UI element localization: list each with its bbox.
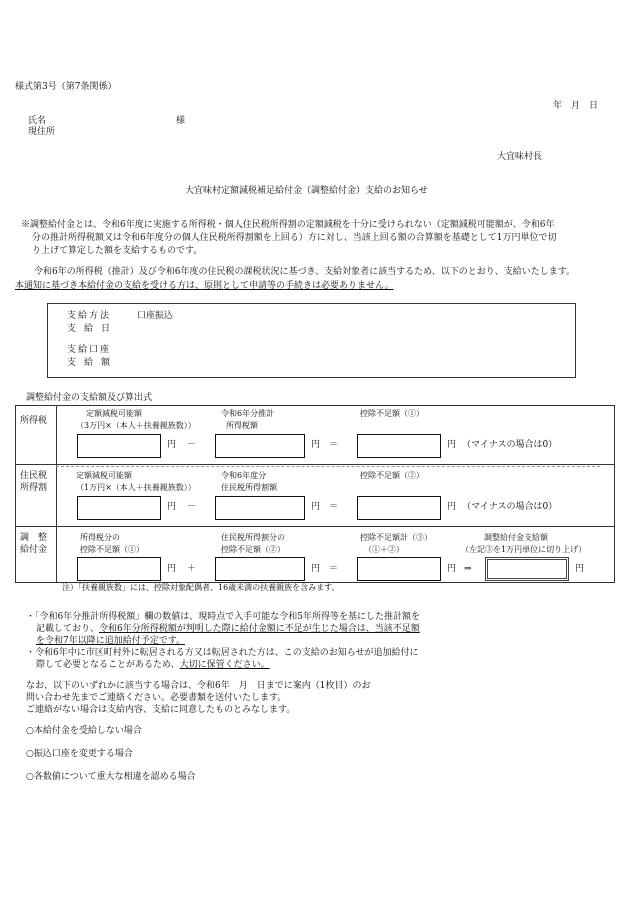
form-number: 様式第3号（第7条関係） <box>15 82 117 92</box>
yen-unit: 円 <box>575 564 585 574</box>
note-line-1: ※調整給付金とは、令和6年度に実施する所得税・個人住民税所得割の定額減税を十分に受けられない（定額減税可能額が、令和6年 <box>21 220 555 230</box>
resident-income-tax-input[interactable] <box>215 496 305 520</box>
payment-amount-label: 支給額 <box>67 358 119 368</box>
income-tax-c-caption: 控除不足額（①） <box>360 409 424 418</box>
income-tax-a-caption-1: 定額減税可能額 <box>86 409 142 418</box>
payment-date-label: 支給日 <box>67 324 119 334</box>
closing-line-2: 問い合わせ先までご連絡ください。必要書類を送付いたします。 <box>26 693 287 703</box>
option-discrepancy: ○各数値について重大な相違を認める場合 <box>26 772 196 782</box>
address-label: 現住所 <box>28 127 56 137</box>
adjustment-c-caption-2: （①＋②） <box>364 545 404 554</box>
dashed-separator <box>56 466 600 467</box>
negative-note: （マイナスの場合は0） <box>462 440 558 450</box>
calc-section-title: 調整給付金の支給額及び算出式 <box>26 393 153 403</box>
date-field: 年 月 日 <box>553 101 599 111</box>
income-tax-b-caption-1: 令和6年分推計 <box>221 409 275 418</box>
option-decline: ○本給付金を受給しない場合 <box>26 726 142 736</box>
plus-sign: ＋ <box>187 564 197 574</box>
bullet-1-text: 記載しており、 <box>36 624 100 634</box>
adjustment-b-caption-1: 住民税所得割分の <box>221 533 285 542</box>
bullet-2-text: 際して必要となることがあるため、 <box>36 660 180 670</box>
minus-sign: － <box>187 502 197 512</box>
row-divider-2 <box>15 526 615 527</box>
bullet-2-line-1: ・令和6年中に市区町村外に転居される方又は転居された方は、この支給のお知らせが追加給付に <box>26 648 419 658</box>
resident-tax-a-caption-1: 定額減税可能額 <box>76 471 132 480</box>
resident-tax-label-2: 所得割 <box>20 483 48 493</box>
adjustment-b-caption-2: 控除不足額（②） <box>221 545 285 554</box>
income-tax-deductible-input[interactable] <box>77 434 161 458</box>
intro-paragraph-2: 本通知に基づき本給付金の支給を受ける方は、原則として申請等の手続きは必要ありません。 <box>15 281 394 291</box>
yen-unit: 円 <box>311 564 321 574</box>
total-shortfall-input[interactable] <box>357 557 441 581</box>
bullet-1-underlined: 令和6年分所得税額が判明した際に給付金額に不足が生じた場合は、当該不足額 <box>99 624 420 634</box>
income-tax-label: 所得税 <box>20 416 48 426</box>
option-change-account: ○振込口座を変更する場合 <box>26 749 133 759</box>
payment-info-box <box>47 303 576 378</box>
yen-unit: 円 <box>447 502 457 512</box>
income-tax-a-caption-2: （3万円×（本人＋扶養親族数）） <box>76 421 196 430</box>
yen-unit: 円 <box>447 440 457 450</box>
name-label: 氏名 <box>28 116 47 126</box>
estimated-income-tax-input[interactable] <box>215 434 305 458</box>
adjustment-a-caption-2: 控除不足額（①） <box>80 545 144 554</box>
yen-unit: 円 <box>167 564 177 574</box>
payment-method-value: 口座振込 <box>137 311 174 321</box>
equals-sign: ＝ <box>329 564 339 574</box>
adjustment-c-caption-1: 控除不足額計（③） <box>360 533 432 542</box>
minus-sign: － <box>187 440 197 450</box>
intro-paragraph-1: 令和6年の所得税（推計）及び令和6年度の住民税の課税状況に基づき、支給対象者に該当するため、以下のとおり、支給いたします。 <box>34 267 576 277</box>
document-title: 大宜味村定額減税補足給付金（調整給付金）支給のお知らせ <box>185 186 428 196</box>
resident-tax-label-1: 住民税 <box>20 471 48 481</box>
payment-amount-input[interactable] <box>485 557 569 581</box>
equals-sign: ＝ <box>329 502 339 512</box>
closing-line-3: ご連絡がない場合は支給内容、支給に同意したものとみなします。 <box>26 705 296 715</box>
resident-tax-b-caption-2: 住民税所得割額 <box>221 483 277 492</box>
bullet-2-underlined: 大切に保管ください。 <box>179 660 270 670</box>
income-tax-shortfall-input[interactable] <box>357 434 441 458</box>
honorific: 様 <box>176 116 186 126</box>
payment-method-label: 支給方法 <box>67 311 112 321</box>
yen-unit: 円 <box>311 440 321 450</box>
resident-tax-shortfall-input[interactable] <box>357 496 441 520</box>
note-line-2: 分の推計所得税額又は令和6年度分の個人住民税所得割額を上回る）方に対し、当該上回る額の合算額を基礎として1万円単位で切 <box>32 233 557 243</box>
adjustment-a-caption-1: 所得税分の <box>80 533 120 542</box>
closing-line-1: なお、以下のいずれかに該当する場合は、令和6年 月 日までに案内（1枚目）のお <box>26 681 371 691</box>
bullet-2-line-2 <box>36 660 270 671</box>
bullet-1-line-1: ・「令和6年分推計所得税額」欄の数値は、現時点で入手可能な令和5年所得等を基にした推計額を <box>26 612 420 622</box>
adjustment-label-2: 給付金 <box>20 545 48 555</box>
adjustment-d-caption-1: 調整給付金支給額 <box>484 533 548 542</box>
calc-label-divider <box>56 405 57 583</box>
adjustment-d-caption-2: （左記③を1万円単位に切り上げ） <box>461 545 587 554</box>
adjustment-income-shortfall-input[interactable] <box>77 557 161 581</box>
resident-tax-b-caption-1: 令和6年度分 <box>221 471 267 480</box>
row-divider-1 <box>15 464 615 465</box>
resident-tax-a-caption-2: （1万円×（本人＋扶養親族数）） <box>76 483 196 492</box>
bullet-1-line-2 <box>36 624 420 635</box>
yen-unit: 円 <box>311 502 321 512</box>
adjustment-label-1: 調 整 <box>20 533 48 543</box>
yen-unit: 円 <box>167 502 177 512</box>
note-line-3: り上げて算定した額を支給するものです。 <box>32 246 203 256</box>
payment-account-label: 支給口座 <box>67 345 112 355</box>
bullet-1-line-3: を令和7年以降に追加給付予定です。 <box>36 636 186 646</box>
resident-tax-deductible-input[interactable] <box>77 496 161 520</box>
yen-unit: 円 <box>167 440 177 450</box>
resident-tax-c-caption: 控除不足額（②） <box>360 471 424 480</box>
adjustment-resident-shortfall-input[interactable] <box>215 557 305 581</box>
issuer-name: 大宜味村長 <box>497 152 543 162</box>
income-tax-b-caption-2: 所得税額 <box>226 421 258 430</box>
arrow-icon: ⇒ <box>464 564 472 574</box>
yen-unit: 円 <box>447 564 457 574</box>
negative-note: （マイナスの場合は0） <box>462 502 558 512</box>
calc-footnote: 注）「扶養親族数」には、控除対象配偶者、16歳未満の扶養親族を含みます。 <box>62 583 340 592</box>
equals-sign: ＝ <box>329 440 339 450</box>
